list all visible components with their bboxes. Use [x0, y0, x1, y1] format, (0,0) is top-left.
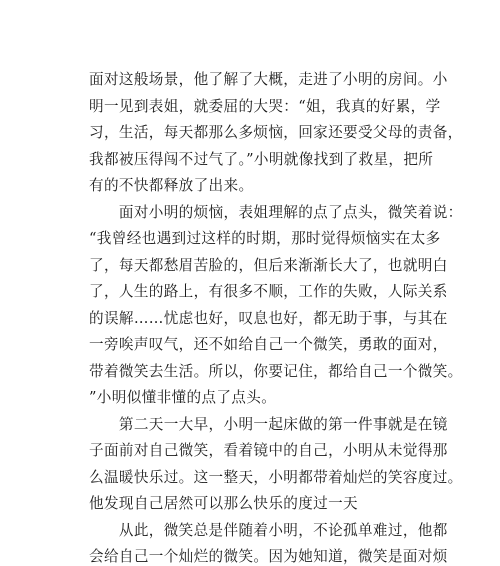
text-line: 带着微笑去生活。所以，你要记住，都给自己一个微笑。: [89, 363, 463, 380]
text-line: 明一见到表姐，就委屈的大哭：“姐，我真的好累，学: [89, 98, 441, 115]
text-line: 从此，微笑总是伴随着小明，不论孤单难过，他都: [89, 522, 448, 539]
text-line: 他发现自己居然可以那么快乐的度过一天: [89, 495, 358, 512]
text-line: 习，生活，每天都那么多烦恼，回家还要受父母的责备，: [89, 124, 463, 141]
text-line: 第二天一大早，小明一起床做的第一件事就是在镜: [89, 416, 448, 433]
text-line: 么温暖快乐过。这一整天，小明都带着灿烂的笑容度过。: [89, 469, 463, 486]
text-line: 面对这般场景，他了解了大概，走进了小明的房间。小: [89, 71, 448, 88]
text-line: 子面前对自己微笑，看着镜中的自己，小明从未觉得那: [89, 442, 448, 459]
text-line: ”小明似懂非懂的点了点头。: [89, 389, 277, 406]
text-line: 一旁唉声叹气，还不如给自己一个微笑，勇敢的面对，: [89, 336, 448, 353]
text-line: 有的不快都释放了出来。: [89, 177, 254, 194]
text-line: 了，人生的路上，有很多不顺，工作的失败，人际关系: [89, 283, 448, 300]
text-line: 会给自己一个灿烂的微笑。因为她知道，微笑是面对烦: [89, 548, 448, 565]
text-line: 的误解……忧虑也好，叹息也好，都无助于事，与其在: [89, 310, 448, 327]
text-line: 面对小明的烦恼，表姐理解的点了点头，微笑着说：: [89, 204, 463, 221]
text-line: 我都被压得闯不过气了。”小明就像找到了救星，把所: [89, 151, 434, 168]
text-line: 了，每天都愁眉苦脸的，但后来渐渐长大了，也就明白: [89, 257, 448, 274]
text-line: “我曾经也遇到过这样的时期，那时觉得烦恼实在太多: [89, 230, 441, 247]
